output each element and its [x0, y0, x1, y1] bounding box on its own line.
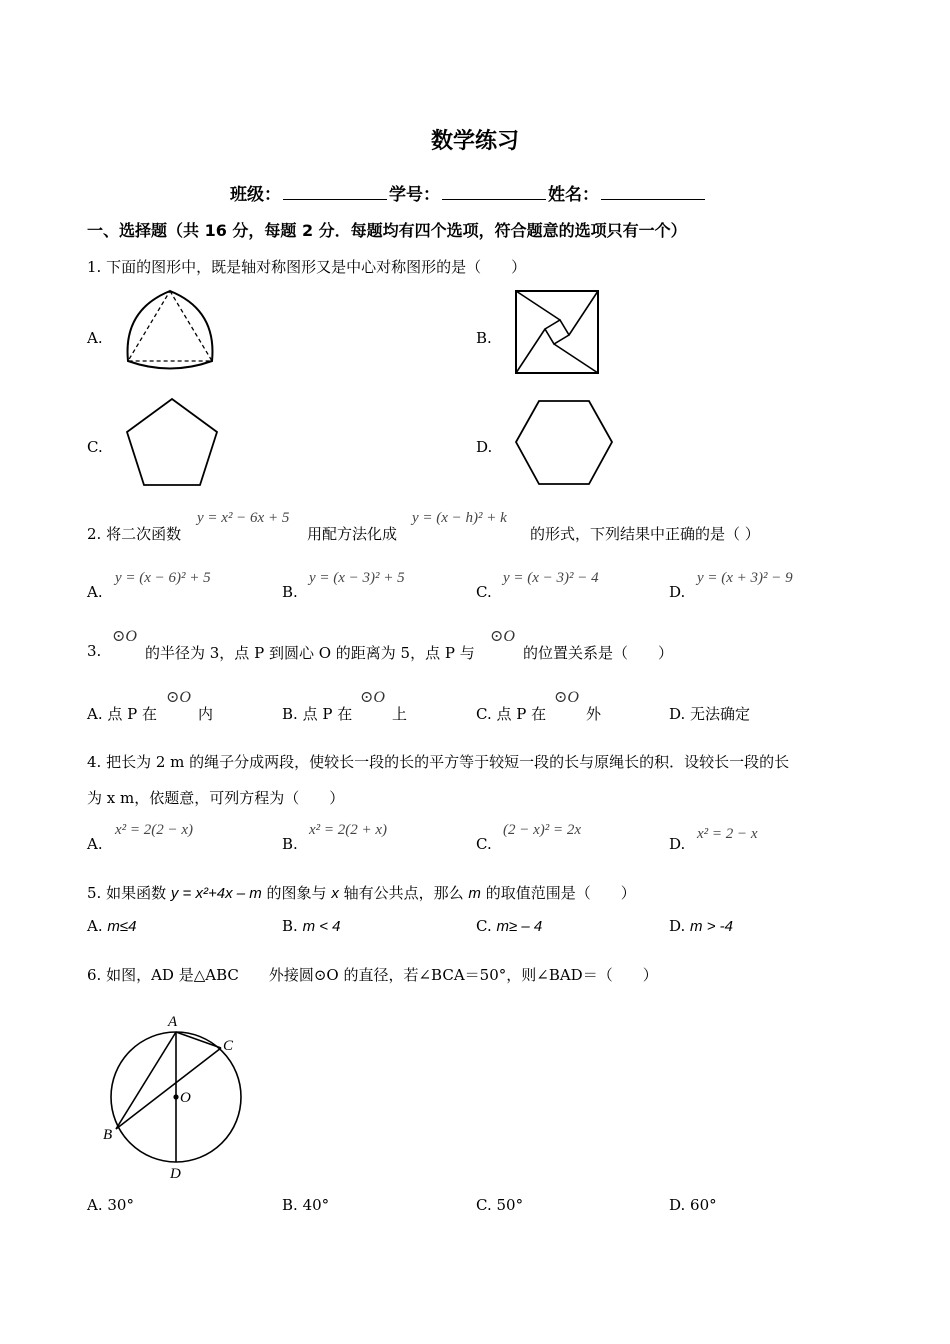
q3-option-b-pre: 点 P 在	[302, 705, 353, 723]
q1-option-b-label: B.	[476, 329, 492, 347]
q1-stem: 1. 下面的图形中，既是轴对称图形又是中心对称图形的是（ ）	[87, 258, 527, 276]
q3-option-b-label: B.	[282, 705, 298, 723]
q6-option-c	[476, 1196, 523, 1214]
q3-option-c-label: C.	[476, 705, 492, 723]
q3-option-c	[476, 703, 546, 724]
q5-post: 轴有公共点，那么	[343, 884, 464, 902]
q4-option-a: x² = 2(2 − x)	[115, 822, 194, 838]
q4-option-a-label: A.	[87, 835, 103, 853]
q2-option-a: y = (x − 6)² + 5	[115, 570, 211, 586]
student-info-line	[230, 180, 707, 205]
q3-option-c-pre: 点 P 在	[496, 705, 547, 723]
point-label-b: B	[103, 1127, 113, 1143]
q2-option-a-label: A.	[87, 583, 103, 601]
q5-option-c	[476, 917, 542, 935]
q5-function: y = x²+4x – m	[170, 885, 262, 902]
q6-option-d-label: D.	[669, 1196, 686, 1214]
q5-option-c-text: m≥ – 4	[496, 918, 543, 935]
q2-option-b: y = (x − 3)² + 5	[309, 570, 405, 586]
q4-line-1: 4. 把长为 2 m 的绳子分成两段，使较长一段的长的平方等于较短一段的长与原绳长的积．设较长一段的长	[87, 753, 790, 771]
q3-option-d-label: D.	[669, 705, 686, 723]
section-heading: 一、选择题（共 16 分，每题 2 分．每题均有四个选项，符合题意的选项只有一个）	[87, 221, 687, 240]
q2-option-b-label: B.	[282, 583, 298, 601]
q5-pre: 5. 如果函数	[87, 884, 167, 902]
q6-option-d-text: 60°	[690, 1196, 717, 1214]
q5-stem	[87, 882, 636, 903]
q5-option-d-label: D.	[669, 917, 686, 935]
q5-option-b-text: m < 4	[302, 918, 341, 935]
point-label-a: A	[168, 1014, 178, 1030]
q5-m-var: m	[468, 885, 481, 902]
q3-option-b-circle: ⊙O	[360, 689, 385, 706]
q3-option-d-text: 无法确定	[690, 705, 751, 723]
q6-option-a-text: 30°	[107, 1196, 134, 1214]
q1-option-a-label: A.	[87, 329, 103, 347]
student-id-blank	[442, 185, 546, 200]
name-blank	[601, 185, 705, 200]
q2-number: 2. 将二次函数	[87, 525, 182, 543]
point-label-c: C	[223, 1038, 234, 1054]
point-label-o: O	[180, 1090, 191, 1106]
q3-number: 3.	[87, 642, 102, 660]
q3-circle-symbol: ⊙O	[112, 628, 137, 645]
q4-option-b-label: B.	[282, 835, 298, 853]
q2-function-1: y = x² − 6x + 5	[197, 510, 290, 526]
q3-option-a	[87, 703, 157, 724]
point-label-d: D	[170, 1166, 181, 1182]
q3-option-b-post: 上	[392, 705, 408, 723]
q3-circle-symbol-2: ⊙O	[490, 628, 515, 645]
q3-option-a-circle: ⊙O	[166, 689, 191, 706]
q5-mid: 的图象与	[266, 884, 327, 902]
class-label: 班级：	[230, 185, 281, 205]
q4-option-d: x² = 2 − x	[697, 826, 758, 842]
student-id-label: 学号：	[389, 185, 440, 205]
q4-option-c: (2 − x)² = 2x	[503, 822, 582, 838]
q5-option-a-label: A.	[87, 917, 103, 935]
q5-option-a	[87, 917, 136, 935]
circle-geometry-figure	[98, 1008, 258, 1184]
q5-option-d	[669, 917, 733, 935]
q4-line-2: 为 x m，依题意，可列方程为（ ）	[87, 789, 345, 807]
q3-option-b	[282, 703, 352, 724]
q6-stem: 6. 如图，AD 是△ABC 外接圆⊙O 的直径，若∠BCA＝50°，则∠BAD＝（ ）	[87, 966, 658, 984]
q3-option-c-circle: ⊙O	[554, 689, 579, 706]
q2-option-c-label: C.	[476, 583, 492, 601]
q2-function-2: y = (x − h)² + k	[412, 510, 507, 526]
q2-option-d-label: D.	[669, 583, 686, 601]
q2-option-d: y = (x + 3)² − 9	[697, 570, 793, 586]
q2-option-c: y = (x − 3)² − 4	[503, 570, 599, 586]
name-label: 姓名：	[548, 185, 599, 205]
q5-option-d-text: m > ‐4	[690, 918, 733, 935]
q5-option-a-text: m≤4	[107, 918, 137, 935]
q6-option-a-label: A.	[87, 1196, 103, 1214]
q2-mid-text: 用配方法化成	[307, 525, 398, 543]
q5-tail: 的取值范围是（ ）	[485, 884, 636, 902]
q6-option-d	[669, 1196, 717, 1214]
center-point	[173, 1094, 178, 1099]
q3-option-a-label: A.	[87, 705, 103, 723]
q5-x-var: x	[331, 885, 339, 902]
q3-stem-a: 的半径为 3，点 P 到圆心 O 的距离为 5，点 P 与	[145, 644, 475, 662]
page-title: 数学练习	[430, 129, 519, 154]
q5-option-c-label: C.	[476, 917, 492, 935]
q3-option-a-pre: 点 P 在	[107, 705, 158, 723]
segment-ac	[176, 1032, 221, 1048]
q6-option-b-label: B.	[282, 1196, 298, 1214]
pinwheel-square-figure	[513, 288, 601, 376]
q4-option-c-label: C.	[476, 835, 492, 853]
q1-option-d-label: D.	[476, 438, 493, 456]
pentagon-figure	[124, 396, 220, 488]
q3-stem-b: 的位置关系是（ ）	[523, 644, 674, 662]
q5-option-b-label: B.	[282, 917, 298, 935]
q3-option-d	[669, 703, 750, 724]
q4-option-d-label: D.	[669, 835, 686, 853]
q6-option-b-text: 40°	[302, 1196, 330, 1214]
class-blank	[283, 185, 387, 200]
segment-bc	[116, 1048, 221, 1129]
q6-option-c-text: 50°	[496, 1196, 524, 1214]
q1-option-c-label: C.	[87, 438, 103, 456]
q6-option-c-label: C.	[476, 1196, 492, 1214]
segment-ab	[116, 1032, 176, 1129]
q3-option-c-post: 外	[586, 705, 602, 723]
q3-option-a-post: 内	[198, 705, 214, 723]
q6-option-b	[282, 1196, 329, 1214]
q6-option-a	[87, 1196, 134, 1214]
q5-option-b	[282, 917, 341, 935]
q4-option-b: x² = 2(2 + x)	[309, 822, 388, 838]
reuleaux-triangle-figure	[122, 288, 218, 372]
hexagon-figure	[513, 398, 615, 488]
q2-tail: 的形式，下列结果中正确的是（ ）	[530, 525, 760, 543]
